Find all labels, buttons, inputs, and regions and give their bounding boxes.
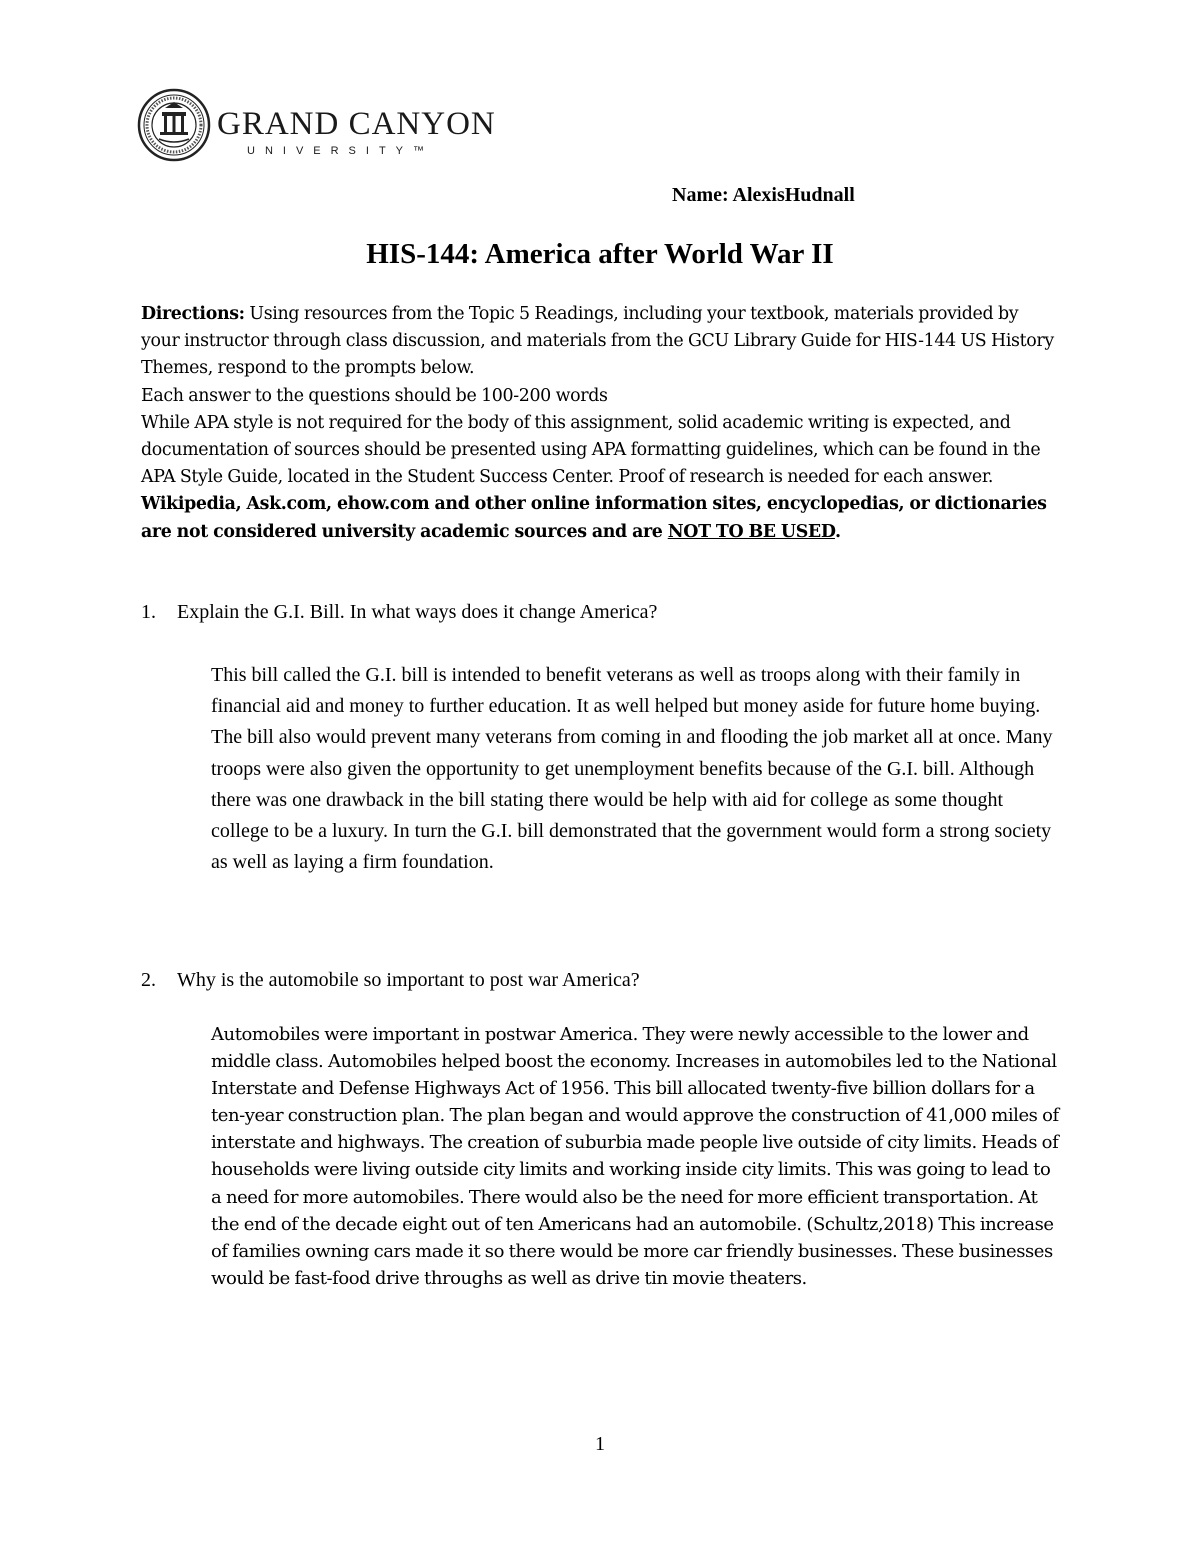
student-name: Name: AlexisHudnall (672, 184, 855, 206)
question-number: 1. (141, 601, 156, 623)
warning-underlined: NOT TO BE USED (667, 521, 835, 542)
university-logo (137, 88, 496, 162)
page-number: 1 (595, 1433, 605, 1455)
answer-1: This bill called the G.I. bill is intended to benefit veterans as well as troops along with their family in financial aid and money to further education. It as well helped but money aside for future home buying. The bill also would prevent many veterans from coming in and flooding the job market all at once. Many troops were also given the opportunity to get unemployment benefits because of the G.I. bill. Although there was one drawback in the bill stating there would be help with aid for college as some thought college to be a luxury. In turn the G.I. bill demonstrated that the government would form a strong society as well as laying a firm foundation. (211, 664, 1053, 874)
directions-word-count: Each answer to the questions should be 100-200 words (141, 385, 608, 406)
warning-end: . (834, 521, 841, 542)
directions-block (141, 301, 1061, 546)
answer-2: Automobiles were important in postwar America. They were newly accessible to the lower and middle class. Automobiles helped boost the economy. Increases in automobiles led to the National Interstate and Defense Highways Act of 1956. This bill allocated twenty-five billion dollars for a ten-year construction plan. The plan began and would approve the construction of 41,000 miles of interstate and highways. The creation of suburbia made people live outside of city limits. Heads of households were living outside city limits and working inside city limits. This was going to lead to a need for more automobiles. There would also be the need for more efficient transportation. At the end of the decade eight out of ten Americans had an automobile. (Schultz,2018) This increase of families owning cars made it so there would be more car friendly businesses. These businesses would be fast-food drive throughs as well as drive tin movie theaters. (211, 1024, 1059, 1289)
warning-text: Wikipedia, Ask.com, ehow.com and other online information sites, encyclopedias, or dictionaries are not considered university academic sources and are (141, 494, 1047, 542)
directions-apa-note: While APA style is not required for the body of this assignment, solid academic writing is expected, and documentation of sources should be presented using APA formatting guidelines, which can be found in the APA Style Guide, located in the Student Success Center. Proof of research is needed for each answer. (141, 412, 1041, 488)
question-prompt: Why is the automobile so important to post war America? (177, 969, 640, 991)
directions-label: Directions: (141, 304, 245, 324)
question-1 (141, 601, 657, 624)
directions-intro (141, 301, 1061, 383)
logo-wordmark: GRAND CANYON (217, 106, 496, 142)
directions-text: Using resources from the Topic 5 Readings, including your textbook, materials provided by your instructor through class discussion, and materials from the GCU Library Guide for HIS-144 US History Themes, respond to the prompts below. (141, 304, 1054, 379)
document-title: HIS-144: America after World War II (366, 238, 834, 270)
question-prompt: Explain the G.I. Bill. In what ways does it change America? (177, 601, 658, 623)
question-2 (141, 969, 640, 992)
directions-warning (141, 491, 1061, 545)
question-number: 2. (141, 969, 156, 991)
logo-subtitle: UNIVERSITY™ (247, 145, 435, 157)
university-seal-icon (137, 88, 211, 162)
